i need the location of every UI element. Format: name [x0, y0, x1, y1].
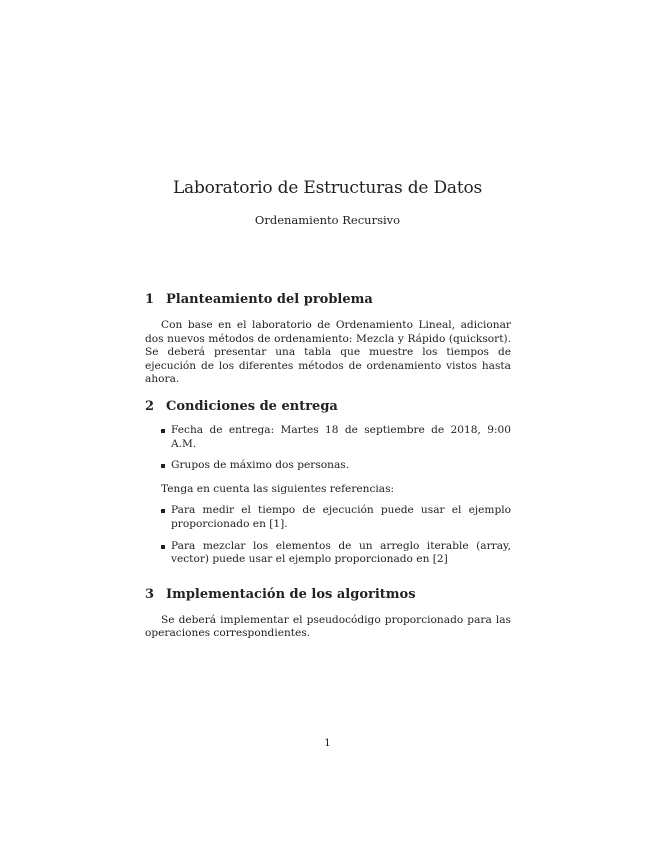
section-title: Condiciones de entrega — [166, 398, 338, 414]
references-list — [145, 504, 511, 566]
section-paragraph: Con base en el laboratorio de Ordenamiento Lineal, adicionar dos nuevos métodos de ordenamiento: Mezcla y Rápido (quicksort). Se deberá presentar una tabla que muestre los tiempos de ejecución de los diferentes métodos de ordenamiento vistos hasta ahora. — [145, 319, 511, 386]
document-body — [145, 292, 511, 641]
section-planteamiento — [145, 292, 511, 387]
delivery-conditions-list — [145, 424, 511, 473]
section-number: 3 — [145, 586, 155, 602]
section-implementacion — [145, 587, 511, 641]
page-number: 1 — [324, 737, 331, 749]
bullet-icon — [161, 509, 165, 513]
references-intro: Tenga en cuenta las siguientes referencias: — [161, 482, 395, 495]
list-item: Grupos de máximo dos personas. — [145, 459, 511, 473]
document-title: Laboratorio de Estructuras de Datos — [172, 178, 483, 198]
section-title: Planteamiento del problema — [166, 292, 373, 307]
section-condiciones — [145, 399, 511, 567]
list-item: Fecha de entrega: Martes 18 de septiembre de 2018, 9:00 A.M. — [145, 424, 511, 451]
section-number: 2 — [145, 398, 155, 414]
document-subtitle: Ordenamiento Recursivo — [254, 213, 401, 227]
section-title: Implementación de los algoritmos — [166, 586, 416, 602]
section-heading — [145, 587, 511, 602]
section-heading — [145, 292, 511, 307]
list-item: Para mezclar los elementos de un arreglo iterable (array, vector) puede usar el ejemplo proporcionado en [2] — [145, 540, 511, 567]
section-paragraph: Se deberá implementar el pseudocódigo proporcionado para las operaciones correspondientes. — [145, 613, 511, 640]
section-heading — [145, 399, 511, 414]
bullet-icon — [161, 545, 165, 549]
list-item: Para medir el tiempo de ejecución puede usar el ejemplo proporcionado en [1]. — [145, 504, 511, 531]
bullet-icon — [161, 464, 165, 468]
section-number: 1 — [145, 292, 155, 307]
bullet-icon — [161, 429, 165, 433]
